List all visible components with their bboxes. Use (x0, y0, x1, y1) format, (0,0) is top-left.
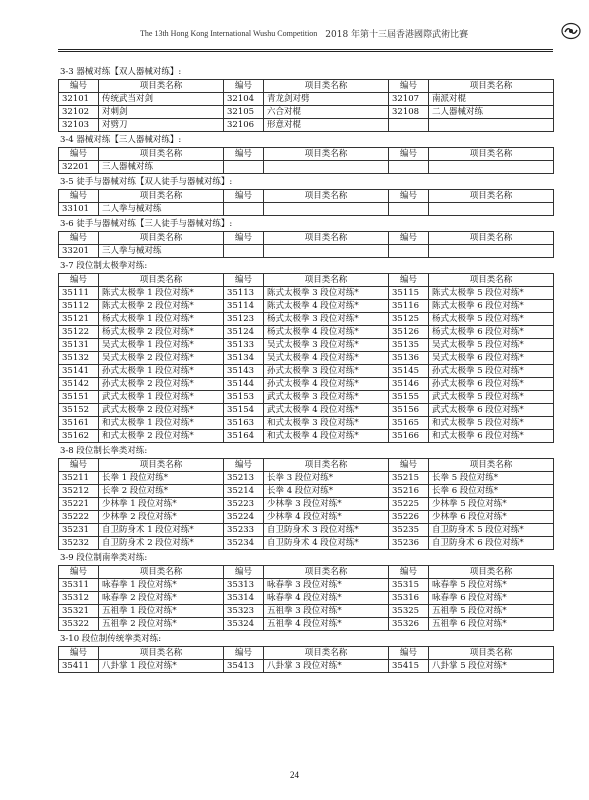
event-name: 吴式太极拳 6 段位对练* (429, 352, 554, 365)
event-code: 35326 (389, 618, 429, 631)
event-code: 35325 (389, 605, 429, 618)
event-code: 35323 (224, 605, 264, 618)
column-header-code: 编号 (224, 647, 264, 660)
event-code: 35121 (59, 313, 99, 326)
event-name: 武式太极拳 5 段位对练* (429, 391, 554, 404)
event-code: 33101 (59, 203, 99, 216)
header-rule (58, 49, 553, 50)
column-header-name: 项目类名称 (99, 459, 224, 472)
event-code: 35142 (59, 378, 99, 391)
event-table (58, 231, 554, 258)
column-header-name: 项目类名称 (264, 274, 389, 287)
event-name: 五祖拳 3 段位对练* (264, 605, 389, 618)
event-table (58, 565, 554, 631)
event-name: 八卦掌 5 段位对练* (429, 660, 554, 673)
event-code: 35213 (224, 472, 264, 485)
event-code: 35114 (224, 300, 264, 313)
event-name: 杨式太极拳 1 段位对练* (99, 313, 224, 326)
event-name (429, 245, 554, 258)
event-code: 35152 (59, 404, 99, 417)
event-code: 35224 (224, 511, 264, 524)
event-code: 32104 (224, 93, 264, 106)
event-name: 和式太极拳 3 段位对练* (264, 417, 389, 430)
event-code: 35322 (59, 618, 99, 631)
event-code: 35324 (224, 618, 264, 631)
event-code (389, 119, 429, 132)
header-title-cn: 2018 年第十三屆香港國際武術比賽 (325, 29, 469, 40)
event-name: 自卫防身术 6 段位对练* (429, 537, 554, 550)
column-header-name: 项目类名称 (429, 566, 554, 579)
event-name: 陈式太极拳 5 段位对练* (429, 287, 554, 300)
table-row (59, 618, 554, 631)
event-name: 二人拳与械对练 (99, 203, 224, 216)
table-row (59, 326, 554, 339)
event-name: 咏春拳 2 段位对练* (99, 592, 224, 605)
event-code: 35315 (389, 579, 429, 592)
column-header-code: 编号 (389, 232, 429, 245)
event-name: 陈式太极拳 6 段位对练* (429, 300, 554, 313)
section-title: 3-3 器械对练【双人器械对练】: (60, 67, 182, 77)
event-name: 少林拳 1 段位对练* (99, 498, 224, 511)
column-header-name: 项目类名称 (429, 148, 554, 161)
event-code: 35223 (224, 498, 264, 511)
event-name: 和式太极拳 1 段位对练* (99, 417, 224, 430)
column-header-name: 项目类名称 (264, 459, 389, 472)
event-code: 35226 (389, 511, 429, 524)
event-name: 吴式太极拳 3 段位对练* (264, 339, 389, 352)
column-header-code: 编号 (59, 274, 99, 287)
event-name: 长拳 3 段位对练* (264, 472, 389, 485)
table-row (59, 404, 554, 417)
table-header-row (59, 190, 554, 203)
event-code: 35144 (224, 378, 264, 391)
table-row (59, 605, 554, 618)
column-header-code: 编号 (389, 274, 429, 287)
table-row (59, 313, 554, 326)
event-table (58, 458, 554, 550)
event-code: 35215 (389, 472, 429, 485)
column-header-code: 编号 (389, 190, 429, 203)
event-name: 杨式太极拳 3 段位对练* (264, 313, 389, 326)
table-row (59, 417, 554, 430)
event-code: 35212 (59, 485, 99, 498)
event-name: 孙式太极拳 2 段位对练* (99, 378, 224, 391)
table-row (59, 203, 554, 216)
event-code: 35165 (389, 417, 429, 430)
event-code: 35151 (59, 391, 99, 404)
event-code: 35316 (389, 592, 429, 605)
table-header-row (59, 274, 554, 287)
event-name: 长拳 4 段位对练* (264, 485, 389, 498)
column-header-code: 编号 (389, 80, 429, 93)
column-header-code: 编号 (59, 190, 99, 203)
event-code (389, 203, 429, 216)
column-header-code: 编号 (224, 232, 264, 245)
table-header-row (59, 647, 554, 660)
column-header-code: 编号 (224, 566, 264, 579)
event-name: 少林拳 2 段位对练* (99, 511, 224, 524)
event-code (389, 161, 429, 174)
column-header-code: 编号 (59, 459, 99, 472)
event-list (58, 66, 553, 675)
event-code: 35231 (59, 524, 99, 537)
event-name: 少林拳 6 段位对练* (429, 511, 554, 524)
column-header-code: 编号 (224, 459, 264, 472)
event-name: 孙式太极拳 1 段位对练* (99, 365, 224, 378)
event-code: 32107 (389, 93, 429, 106)
event-code: 35162 (59, 430, 99, 443)
table-row (59, 365, 554, 378)
event-name: 长拳 2 段位对练* (99, 485, 224, 498)
event-name: 五祖拳 6 段位对练* (429, 618, 554, 631)
event-code (389, 245, 429, 258)
event-name: 孙式太极拳 4 段位对练* (264, 378, 389, 391)
event-name: 对劈刀 (99, 119, 224, 132)
event-code (224, 203, 264, 216)
section-title: 3-7 段位制太极拳对练: (60, 261, 148, 271)
section-title: 3-9 段位制南拳类对练: (60, 553, 148, 563)
event-code: 35111 (59, 287, 99, 300)
event-code: 35163 (224, 417, 264, 430)
event-code: 35214 (224, 485, 264, 498)
event-name (429, 203, 554, 216)
event-name: 陈式太极拳 2 段位对练* (99, 300, 224, 313)
table-row (59, 106, 554, 119)
event-name (264, 161, 389, 174)
event-code: 35225 (389, 498, 429, 511)
column-header-name: 项目类名称 (264, 190, 389, 203)
event-code: 35124 (224, 326, 264, 339)
event-name: 武式太极拳 6 段位对练* (429, 404, 554, 417)
event-name: 吴式太极拳 5 段位对练* (429, 339, 554, 352)
event-code: 35132 (59, 352, 99, 365)
column-header-name: 项目类名称 (99, 274, 224, 287)
event-name: 青龙剑对劈 (264, 93, 389, 106)
column-header-name: 项目类名称 (264, 80, 389, 93)
table-row (59, 339, 554, 352)
table-row (59, 93, 554, 106)
event-code: 35232 (59, 537, 99, 550)
event-code: 35222 (59, 511, 99, 524)
event-name: 三人器械对练 (99, 161, 224, 174)
event-table (58, 273, 554, 443)
column-header-name: 项目类名称 (99, 190, 224, 203)
event-name: 武式太极拳 3 段位对练* (264, 391, 389, 404)
header-title-en: The 13th Hong Kong International Wushu Competition (140, 28, 318, 38)
table-row (59, 511, 554, 524)
event-code: 35236 (389, 537, 429, 550)
column-header-name: 项目类名称 (429, 232, 554, 245)
event-name: 陈式太极拳 1 段位对练* (99, 287, 224, 300)
column-header-code: 编号 (59, 647, 99, 660)
event-name: 自卫防身术 2 段位对练* (99, 537, 224, 550)
event-code: 35312 (59, 592, 99, 605)
column-header-code: 编号 (389, 148, 429, 161)
event-name: 和式太极拳 2 段位对练* (99, 430, 224, 443)
section-title: 3-6 徒手与器械对练【三人徒手与器械对练】: (60, 219, 233, 229)
event-name: 咏春拳 6 段位对练* (429, 592, 554, 605)
table-row (59, 537, 554, 550)
event-code: 32103 (59, 119, 99, 132)
event-name: 武式太极拳 1 段位对练* (99, 391, 224, 404)
page-number: 24 (290, 770, 299, 780)
column-header-code: 编号 (59, 232, 99, 245)
page-header (140, 22, 580, 44)
event-name: 咏春拳 4 段位对练* (264, 592, 389, 605)
event-name: 武式太极拳 2 段位对练* (99, 404, 224, 417)
event-code: 35164 (224, 430, 264, 443)
event-table (58, 147, 554, 174)
table-row (59, 579, 554, 592)
event-code: 35411 (59, 660, 99, 673)
event-code: 32105 (224, 106, 264, 119)
column-header-name: 项目类名称 (264, 232, 389, 245)
column-header-name: 项目类名称 (429, 647, 554, 660)
event-name: 长拳 1 段位对练* (99, 472, 224, 485)
event-code: 35233 (224, 524, 264, 537)
event-code: 35123 (224, 313, 264, 326)
event-name: 吴式太极拳 1 段位对练* (99, 339, 224, 352)
event-code: 35153 (224, 391, 264, 404)
table-row (59, 660, 554, 673)
event-name: 五祖拳 5 段位对练* (429, 605, 554, 618)
event-code: 35141 (59, 365, 99, 378)
event-name: 二人器械对练 (429, 106, 554, 119)
column-header-name: 项目类名称 (264, 566, 389, 579)
column-header-code: 编号 (224, 274, 264, 287)
event-code: 35113 (224, 287, 264, 300)
event-name: 咏春拳 1 段位对练* (99, 579, 224, 592)
event-name (429, 119, 554, 132)
event-code: 35415 (389, 660, 429, 673)
column-header-name: 项目类名称 (264, 148, 389, 161)
event-name: 杨式太极拳 5 段位对练* (429, 313, 554, 326)
event-name: 少林拳 3 段位对练* (264, 498, 389, 511)
column-header-name: 项目类名称 (99, 232, 224, 245)
column-header-code: 编号 (224, 148, 264, 161)
column-header-name: 项目类名称 (429, 190, 554, 203)
column-header-code: 编号 (389, 647, 429, 660)
event-name: 少林拳 4 段位对练* (264, 511, 389, 524)
event-code (224, 161, 264, 174)
header-rule-thin (58, 51, 553, 52)
event-name: 长拳 6 段位对练* (429, 485, 554, 498)
event-name: 杨式太极拳 6 段位对练* (429, 326, 554, 339)
event-code: 35126 (389, 326, 429, 339)
event-name: 吴式太极拳 4 段位对练* (264, 352, 389, 365)
event-name (264, 203, 389, 216)
table-row (59, 524, 554, 537)
event-code: 32106 (224, 119, 264, 132)
column-header-code: 编号 (59, 80, 99, 93)
section-title: 3-10 段位制传统拳类对练: (60, 634, 162, 644)
event-name: 自卫防身术 4 段位对练* (264, 537, 389, 550)
column-header-name: 项目类名称 (99, 148, 224, 161)
event-name: 八卦掌 3 段位对练* (264, 660, 389, 673)
event-name: 自卫防身术 3 段位对练* (264, 524, 389, 537)
event-name: 和式太极拳 5 段位对练* (429, 417, 554, 430)
column-header-code: 编号 (389, 459, 429, 472)
column-header-name: 项目类名称 (429, 80, 554, 93)
event-name: 武式太极拳 4 段位对练* (264, 404, 389, 417)
table-row (59, 391, 554, 404)
event-code: 35321 (59, 605, 99, 618)
section-title: 3-5 徒手与器械对练【双人徒手与器械对练】: (60, 177, 233, 187)
event-code: 35116 (389, 300, 429, 313)
event-code: 35135 (389, 339, 429, 352)
table-header-row (59, 459, 554, 472)
event-code: 32101 (59, 93, 99, 106)
table-row (59, 430, 554, 443)
column-header-name: 项目类名称 (99, 647, 224, 660)
table-header-row (59, 232, 554, 245)
event-name: 少林拳 5 段位对练* (429, 498, 554, 511)
table-row (59, 161, 554, 174)
event-name: 吴式太极拳 2 段位对练* (99, 352, 224, 365)
event-code: 35413 (224, 660, 264, 673)
event-name: 传统武当对剑 (99, 93, 224, 106)
event-code: 35216 (389, 485, 429, 498)
event-name: 咏春拳 3 段位对练* (264, 579, 389, 592)
event-table (58, 79, 554, 132)
event-code: 35311 (59, 579, 99, 592)
event-code: 33201 (59, 245, 99, 258)
event-code: 35155 (389, 391, 429, 404)
event-name: 自卫防身术 5 段位对练* (429, 524, 554, 537)
event-code: 35235 (389, 524, 429, 537)
table-row (59, 352, 554, 365)
event-name: 长拳 5 段位对练* (429, 472, 554, 485)
event-name: 孙式太极拳 3 段位对练* (264, 365, 389, 378)
table-row (59, 485, 554, 498)
column-header-name: 项目类名称 (429, 274, 554, 287)
event-code: 35161 (59, 417, 99, 430)
table-row (59, 498, 554, 511)
event-name: 五祖拳 1 段位对练* (99, 605, 224, 618)
table-row (59, 287, 554, 300)
table-row (59, 592, 554, 605)
column-header-code: 编号 (224, 190, 264, 203)
column-header-name: 项目类名称 (264, 647, 389, 660)
column-header-code: 编号 (59, 566, 99, 579)
event-code: 35211 (59, 472, 99, 485)
event-code: 35125 (389, 313, 429, 326)
column-header-code: 编号 (389, 566, 429, 579)
event-name: 五祖拳 2 段位对练* (99, 618, 224, 631)
event-code: 35313 (224, 579, 264, 592)
event-code: 35145 (389, 365, 429, 378)
competition-logo-icon (561, 22, 581, 40)
event-name (264, 245, 389, 258)
table-header-row (59, 148, 554, 161)
column-header-name: 项目类名称 (99, 80, 224, 93)
section-title: 3-8 段位制长拳类对练: (60, 446, 148, 456)
table-header-row (59, 566, 554, 579)
table-header-row (59, 80, 554, 93)
event-table (58, 189, 554, 216)
event-name: 杨式太极拳 2 段位对练* (99, 326, 224, 339)
event-table (58, 646, 554, 673)
event-name: 咏春拳 5 段位对练* (429, 579, 554, 592)
event-code: 35122 (59, 326, 99, 339)
event-code: 35156 (389, 404, 429, 417)
event-code (224, 245, 264, 258)
event-name: 陈式太极拳 4 段位对练* (264, 300, 389, 313)
event-name: 自卫防身术 1 段位对练* (99, 524, 224, 537)
event-name: 杨式太极拳 4 段位对练* (264, 326, 389, 339)
event-name: 形意对棍 (264, 119, 389, 132)
event-code: 35136 (389, 352, 429, 365)
column-header-code: 编号 (59, 148, 99, 161)
event-name: 和式太极拳 6 段位对练* (429, 430, 554, 443)
event-code: 35154 (224, 404, 264, 417)
table-row (59, 245, 554, 258)
section-title: 3-4 器械对练【三人器械对练】: (60, 135, 182, 145)
event-code: 32102 (59, 106, 99, 119)
event-code: 35314 (224, 592, 264, 605)
event-code: 35115 (389, 287, 429, 300)
event-code: 35234 (224, 537, 264, 550)
event-code: 35143 (224, 365, 264, 378)
event-name: 孙式太极拳 6 段位对练* (429, 378, 554, 391)
column-header-code: 编号 (224, 80, 264, 93)
column-header-name: 项目类名称 (99, 566, 224, 579)
event-name: 五祖拳 4 段位对练* (264, 618, 389, 631)
table-row (59, 300, 554, 313)
column-header-name: 项目类名称 (429, 459, 554, 472)
event-code: 35134 (224, 352, 264, 365)
table-row (59, 378, 554, 391)
event-name: 八卦掌 1 段位对练* (99, 660, 224, 673)
event-code: 35133 (224, 339, 264, 352)
event-code: 35112 (59, 300, 99, 313)
event-name: 和式太极拳 4 段位对练* (264, 430, 389, 443)
event-name: 南派对棍 (429, 93, 554, 106)
event-code: 32201 (59, 161, 99, 174)
event-name: 六合对棍 (264, 106, 389, 119)
event-code: 35146 (389, 378, 429, 391)
event-name: 对刺剑 (99, 106, 224, 119)
event-name (429, 161, 554, 174)
event-name: 三人拳与械对练 (99, 245, 224, 258)
event-code: 32108 (389, 106, 429, 119)
event-code: 35221 (59, 498, 99, 511)
event-code: 35131 (59, 339, 99, 352)
event-name: 陈式太极拳 3 段位对练* (264, 287, 389, 300)
table-row (59, 119, 554, 132)
table-row (59, 472, 554, 485)
event-name: 孙式太极拳 5 段位对练* (429, 365, 554, 378)
event-code: 35166 (389, 430, 429, 443)
